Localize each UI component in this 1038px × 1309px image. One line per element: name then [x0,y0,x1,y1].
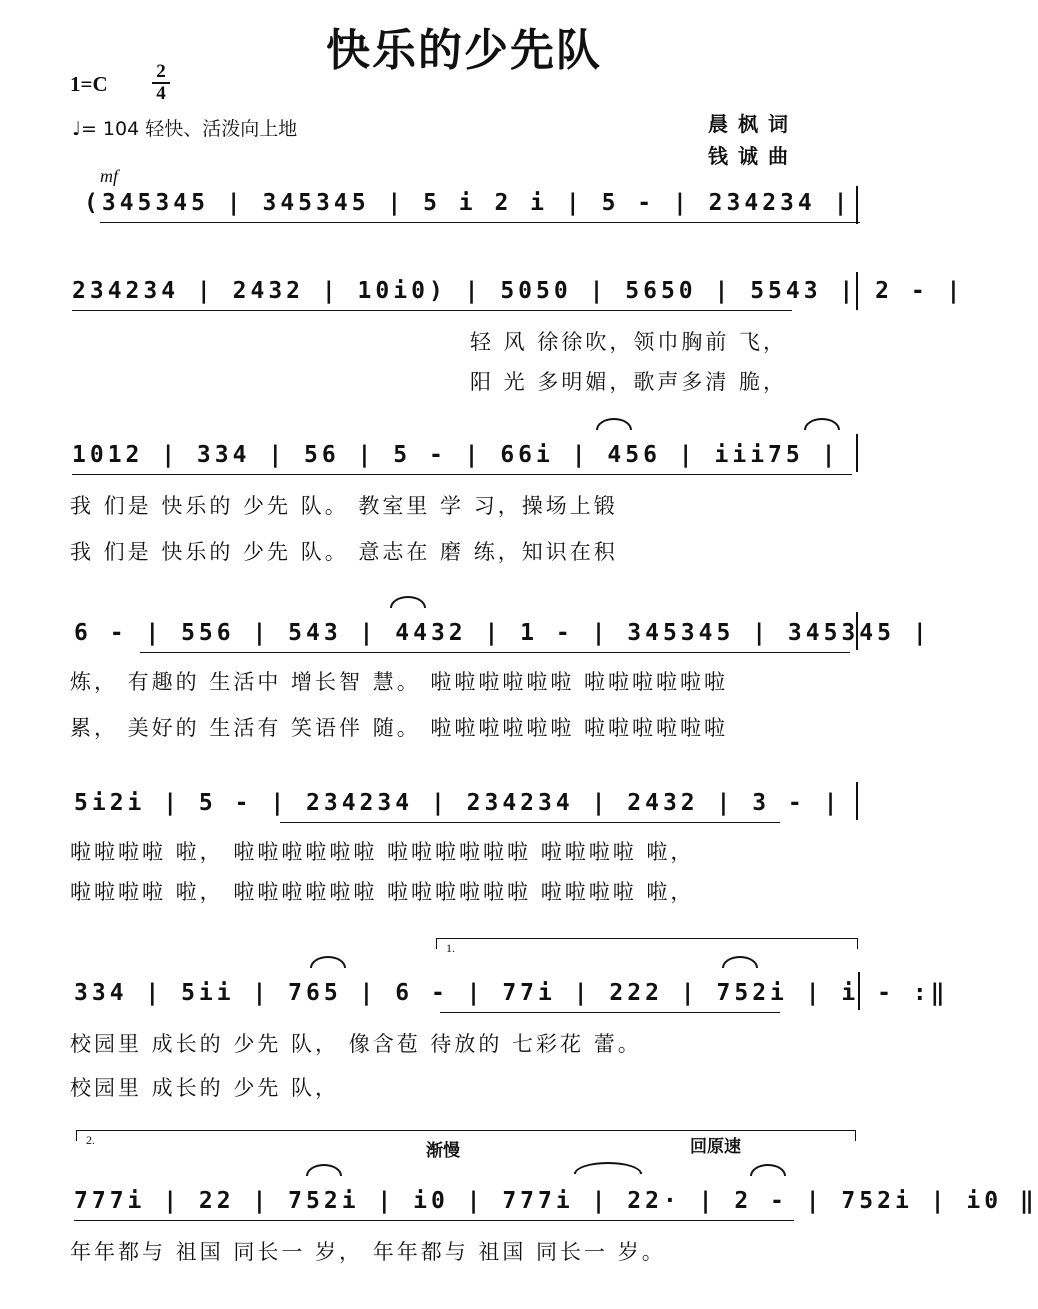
system-1-underline [100,222,860,223]
ritardando-marking: 渐慢 [426,1141,460,1161]
dynamic-marking: mf [100,166,118,186]
system-2-lyric-2: 阳 光 多明媚，歌声多清 脆， [470,370,788,394]
system-4-notes: 6 - | 556 | 543 | 4432 | 1 - | 345345 | 345345 | [74,620,931,646]
system-5-lyric-2: 啦啦啦啦 啦， 啦啦啦啦啦啦 啦啦啦啦啦啦 啦啦啦啦 啦， [70,880,695,904]
system-5-lyric-1: 啦啦啦啦 啦， 啦啦啦啦啦啦 啦啦啦啦啦啦 啦啦啦啦 啦， [70,840,695,864]
tie-slur-mark [390,596,426,608]
system-1-barline-end [856,186,858,224]
tie-slur-mark [574,1162,642,1174]
system-3-lyric-1: 我 们是 快乐的 少先 队。 教室里 学 习，操场上锻 [70,494,618,518]
system-2-barline-end [856,272,858,310]
song-title: 快乐的少先队 [326,25,602,76]
time-signature [150,62,172,104]
volta-bracket-1 [436,938,858,949]
system-3-lyric-2: 我 们是 快乐的 少先 队。 意志在 磨 练，知识在积 [70,540,618,564]
time-signature-top: 2 [156,61,166,82]
system-3-barline-end [856,434,858,472]
tie-slur-mark [310,956,346,968]
system-2-underline [72,310,792,311]
system-6-underline [440,1012,780,1013]
system-2-lyric-1: 轻 风 徐徐吹，领巾胸前 飞， [470,330,788,354]
system-5-underline [280,822,780,823]
system-3-underline [72,474,852,475]
system-3-notes: 1012 | 334 | 56 | 5 - | 66i | 456 | iii75 | [72,442,840,468]
system-7-notes: 777i | 22 | 752i | i0 | 777i | 22· | 2 - | 752i | i0 ‖ [74,1188,1038,1214]
tempo-marking: ♩= 104 轻快、活泼向上地 [72,118,298,140]
system-7-underline [74,1220,794,1221]
system-4-underline [140,652,850,653]
key-signature: 1=C [70,72,108,96]
tie-slur-mark [804,418,840,430]
system-5-barline-end [856,782,858,820]
a-tempo-marking: 回原速 [690,1137,741,1157]
tie-slur-mark [596,418,632,430]
volta-number-2: 2. [86,1133,95,1147]
lyricist-credit: 晨枫词 [708,112,798,136]
tie-slur-mark [722,956,758,968]
system-2-notes: 234234 | 2432 | 10i0) | 5050 | 5650 | 5543 | 2 - | [72,278,965,304]
system-4-lyric-1: 炼， 有趣的 生活中 增长智 慧。 啦啦啦啦啦啦 啦啦啦啦啦啦 [70,670,729,694]
system-6-notes: 334 | 5ii | 765 | 6 - | 77i | 222 | 752i | i - :‖ [74,980,949,1006]
system-4-lyric-2: 累， 美好的 生活有 笑语伴 随。 啦啦啦啦啦啦 啦啦啦啦啦啦 [70,716,729,740]
volta-number-1: 1. [446,941,455,955]
system-6-lyric-1: 校园里 成长的 少先 队， 像含苞 待放的 七彩花 蕾。 [70,1032,642,1056]
composer-credit: 钱诚曲 [708,144,798,168]
system-5-notes: 5i2i | 5 - | 234234 | 234234 | 2432 | 3 - | [74,790,842,816]
tie-slur-mark [306,1164,342,1176]
system-6-lyric-2: 校园里 成长的 少先 队， [70,1076,340,1100]
system-4-barline-end [856,612,858,650]
system-1-notes: (345345 | 345345 | 5 i 2 i | 5 - | 234234 | [84,190,852,216]
system-7-lyric-1: 年年都与 祖国 同长一 岁， 年年都与 祖国 同长一 岁。 [70,1240,666,1264]
system-6-barline-end [858,972,860,1010]
tie-slur-mark [750,1164,786,1176]
time-signature-bottom: 4 [156,83,166,104]
